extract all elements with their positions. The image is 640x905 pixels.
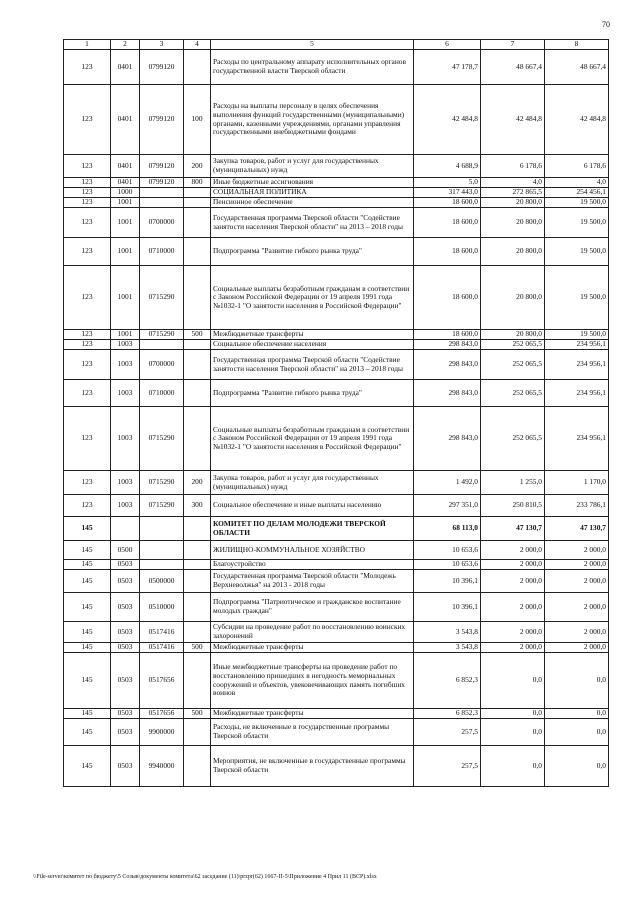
code-cell: 123 xyxy=(64,340,111,350)
code-cell: 0517416 xyxy=(140,622,184,643)
amount-cell: 19 500,0 xyxy=(545,238,609,266)
description-cell: Пенсионное обеспечение xyxy=(211,198,414,208)
table-row xyxy=(64,495,609,517)
code-cell: 1003 xyxy=(111,495,140,517)
code-cell xyxy=(184,622,211,643)
table-row xyxy=(64,340,609,350)
amount-cell: 2 000,0 xyxy=(481,622,545,643)
amount-cell: 2 000,0 xyxy=(545,560,609,570)
code-cell: 123 xyxy=(64,208,111,238)
code-cell xyxy=(140,188,184,198)
code-cell xyxy=(184,340,211,350)
code-cell: 123 xyxy=(64,471,111,495)
amount-cell: 47 178,7 xyxy=(414,50,481,85)
code-cell xyxy=(140,560,184,570)
code-cell xyxy=(184,746,211,787)
code-cell: 0510000 xyxy=(140,593,184,622)
page-number: 70 xyxy=(602,20,610,29)
code-cell: 123 xyxy=(64,330,111,340)
code-cell: 0503 xyxy=(111,653,140,709)
amount-cell: 2 000,0 xyxy=(481,570,545,593)
amount-cell: 47 130,7 xyxy=(545,517,609,541)
code-cell: 145 xyxy=(64,541,111,560)
amount-cell: 0,0 xyxy=(545,719,609,746)
code-cell: 500 xyxy=(184,330,211,340)
code-cell: 0799120 xyxy=(140,85,184,155)
code-cell xyxy=(111,517,140,541)
amount-cell: 4,0 xyxy=(545,178,609,188)
amount-cell: 68 113,0 xyxy=(414,517,481,541)
table-row xyxy=(64,407,609,471)
code-cell: 0503 xyxy=(111,570,140,593)
amount-cell: 2 000,0 xyxy=(481,593,545,622)
amount-cell: 4 688,9 xyxy=(414,155,481,178)
code-cell xyxy=(184,50,211,85)
code-cell xyxy=(184,350,211,380)
amount-cell: 234 956,1 xyxy=(545,340,609,350)
code-cell: 0710000 xyxy=(140,380,184,407)
table-row xyxy=(64,622,609,643)
table-row xyxy=(64,85,609,155)
amount-cell: 1 170,0 xyxy=(545,471,609,495)
code-cell: 200 xyxy=(184,471,211,495)
amount-cell: 0,0 xyxy=(481,719,545,746)
amount-cell: 272 865,5 xyxy=(481,188,545,198)
code-cell: 1001 xyxy=(111,198,140,208)
description-cell: Мероприятия, не включенные в государственные программы Тверской области xyxy=(211,746,414,787)
table-row xyxy=(64,471,609,495)
amount-cell: 18 600,0 xyxy=(414,330,481,340)
code-cell: 145 xyxy=(64,719,111,746)
code-cell: 800 xyxy=(184,178,211,188)
amount-cell: 48 667,4 xyxy=(481,50,545,85)
column-header: 1 xyxy=(64,40,111,50)
code-cell: 0503 xyxy=(111,643,140,653)
amount-cell: 252 065,5 xyxy=(481,407,545,471)
amount-cell: 10 653,6 xyxy=(414,560,481,570)
code-cell: 123 xyxy=(64,380,111,407)
description-cell: Иные бюджетные ассигнования xyxy=(211,178,414,188)
code-cell xyxy=(140,541,184,560)
amount-cell: 298 843,0 xyxy=(414,350,481,380)
amount-cell: 42 484,8 xyxy=(545,85,609,155)
code-cell: 500 xyxy=(184,709,211,719)
description-cell: СОЦИАЛЬНАЯ ПОЛИТИКА xyxy=(211,188,414,198)
table-row xyxy=(64,266,609,330)
table-row xyxy=(64,380,609,407)
code-cell: 145 xyxy=(64,709,111,719)
code-cell xyxy=(184,198,211,208)
amount-cell: 20 800,0 xyxy=(481,238,545,266)
amount-cell: 20 800,0 xyxy=(481,330,545,340)
column-header: 2 xyxy=(111,40,140,50)
code-cell: 123 xyxy=(64,238,111,266)
code-cell: 0700000 xyxy=(140,208,184,238)
amount-cell: 42 484,8 xyxy=(414,85,481,155)
amount-cell: 2 000,0 xyxy=(481,541,545,560)
amount-cell: 2 000,0 xyxy=(545,541,609,560)
table-header-row xyxy=(64,40,609,50)
description-cell: Расходы по центральному аппарату исполнительных органов государственной власти Тверской области xyxy=(211,50,414,85)
table-row xyxy=(64,198,609,208)
amount-cell: 19 500,0 xyxy=(545,266,609,330)
amount-cell: 10 396,1 xyxy=(414,570,481,593)
code-cell: 0715290 xyxy=(140,330,184,340)
amount-cell: 3 543,8 xyxy=(414,643,481,653)
file-path-footer: \\File-server\комитет по бюджету\5 Созыв\документы комитета\62 заседание (11)\przpr(62) 1667-П-5\Приложение 4 Прил 11 (ВСР).xlsx xyxy=(33,874,377,880)
description-cell: Закупка товаров, работ и услуг для государственных (муниципальных) нужд xyxy=(211,155,414,178)
amount-cell: 0,0 xyxy=(481,746,545,787)
code-cell: 0715290 xyxy=(140,407,184,471)
code-cell xyxy=(184,407,211,471)
code-cell: 145 xyxy=(64,517,111,541)
code-cell: 0715290 xyxy=(140,471,184,495)
code-cell xyxy=(184,653,211,709)
code-cell: 1003 xyxy=(111,340,140,350)
table-row xyxy=(64,653,609,709)
amount-cell: 48 667,4 xyxy=(545,50,609,85)
code-cell xyxy=(184,570,211,593)
code-cell: 0503 xyxy=(111,719,140,746)
description-cell: Подпрограмма "Развитие гибкого рынка труда" xyxy=(211,238,414,266)
amount-cell: 2 000,0 xyxy=(545,593,609,622)
code-cell: 0799120 xyxy=(140,178,184,188)
amount-cell: 2 000,0 xyxy=(481,560,545,570)
code-cell: 0500000 xyxy=(140,570,184,593)
code-cell: 0715290 xyxy=(140,266,184,330)
table-row xyxy=(64,643,609,653)
column-header: 3 xyxy=(140,40,184,50)
amount-cell: 42 484,8 xyxy=(481,85,545,155)
amount-cell: 233 786,1 xyxy=(545,495,609,517)
description-cell: Подпрограмма "Развитие гибкого рынка труда" xyxy=(211,380,414,407)
code-cell: 0503 xyxy=(111,746,140,787)
column-header: 7 xyxy=(481,40,545,50)
amount-cell: 2 000,0 xyxy=(545,570,609,593)
description-cell: Межбюджетные трансферты xyxy=(211,709,414,719)
amount-cell: 5,0 xyxy=(414,178,481,188)
amount-cell: 317 443,0 xyxy=(414,188,481,198)
amount-cell: 298 843,0 xyxy=(414,407,481,471)
code-cell: 1003 xyxy=(111,407,140,471)
table-row xyxy=(64,570,609,593)
code-cell: 0503 xyxy=(111,622,140,643)
amount-cell: 252 065,5 xyxy=(481,340,545,350)
code-cell: 0715290 xyxy=(140,495,184,517)
code-cell: 145 xyxy=(64,622,111,643)
code-cell: 123 xyxy=(64,85,111,155)
code-cell: 0503 xyxy=(111,593,140,622)
amount-cell: 0,0 xyxy=(545,653,609,709)
code-cell: 145 xyxy=(64,653,111,709)
amount-cell: 0,0 xyxy=(481,709,545,719)
column-header: 5 xyxy=(211,40,414,50)
code-cell: 1001 xyxy=(111,208,140,238)
description-cell: Подпрограмма "Патриотическое и гражданское воспитание молодых граждан" xyxy=(211,593,414,622)
amount-cell: 47 130,7 xyxy=(481,517,545,541)
amount-cell: 252 065,5 xyxy=(481,380,545,407)
code-cell xyxy=(184,541,211,560)
code-cell: 1000 xyxy=(111,188,140,198)
code-cell: 0799120 xyxy=(140,155,184,178)
description-cell: Расходы, не включенные в государственные программы Тверской области xyxy=(211,719,414,746)
code-cell: 145 xyxy=(64,746,111,787)
code-cell: 145 xyxy=(64,593,111,622)
amount-cell: 18 600,0 xyxy=(414,238,481,266)
code-cell: 0401 xyxy=(111,155,140,178)
table-row xyxy=(64,208,609,238)
table-row xyxy=(64,746,609,787)
table-row xyxy=(64,560,609,570)
code-cell xyxy=(184,238,211,266)
code-cell: 123 xyxy=(64,350,111,380)
code-cell: 1001 xyxy=(111,238,140,266)
table-row xyxy=(64,238,609,266)
amount-cell: 10 653,6 xyxy=(414,541,481,560)
amount-cell: 19 500,0 xyxy=(545,208,609,238)
table-row xyxy=(64,188,609,198)
amount-cell: 0,0 xyxy=(481,653,545,709)
amount-cell: 0,0 xyxy=(545,746,609,787)
column-header: 4 xyxy=(184,40,211,50)
code-cell: 123 xyxy=(64,266,111,330)
code-cell: 123 xyxy=(64,188,111,198)
code-cell: 1001 xyxy=(111,330,140,340)
code-cell: 1001 xyxy=(111,266,140,330)
amount-cell: 0,0 xyxy=(545,709,609,719)
code-cell: 123 xyxy=(64,407,111,471)
table-row xyxy=(64,155,609,178)
code-cell xyxy=(184,517,211,541)
code-cell: 145 xyxy=(64,643,111,653)
code-cell: 1003 xyxy=(111,471,140,495)
code-cell xyxy=(184,208,211,238)
amount-cell: 1 255,0 xyxy=(481,471,545,495)
code-cell: 1003 xyxy=(111,350,140,380)
amount-cell: 2 000,0 xyxy=(545,643,609,653)
code-cell: 300 xyxy=(184,495,211,517)
amount-cell: 234 956,1 xyxy=(545,380,609,407)
code-cell: 0503 xyxy=(111,560,140,570)
amount-cell: 20 800,0 xyxy=(481,208,545,238)
code-cell: 145 xyxy=(64,570,111,593)
amount-cell: 234 956,1 xyxy=(545,350,609,380)
amount-cell: 6 178,6 xyxy=(481,155,545,178)
code-cell: 500 xyxy=(184,643,211,653)
table-row xyxy=(64,178,609,188)
amount-cell: 2 000,0 xyxy=(481,643,545,653)
table-row xyxy=(64,50,609,85)
code-cell: 0401 xyxy=(111,50,140,85)
description-cell: ЖИЛИЩНО-КОММУНАЛЬНОЕ ХОЗЯЙСТВО xyxy=(211,541,414,560)
code-cell xyxy=(184,593,211,622)
amount-cell: 2 000,0 xyxy=(545,622,609,643)
description-cell: Межбюджетные трансферты xyxy=(211,643,414,653)
amount-cell: 20 800,0 xyxy=(481,266,545,330)
table-row xyxy=(64,541,609,560)
budget-table xyxy=(63,39,609,787)
amount-cell: 6 852,3 xyxy=(414,653,481,709)
code-cell: 145 xyxy=(64,560,111,570)
code-cell xyxy=(140,517,184,541)
code-cell: 0401 xyxy=(111,178,140,188)
code-cell xyxy=(184,560,211,570)
code-cell: 0799120 xyxy=(140,50,184,85)
column-header: 8 xyxy=(545,40,609,50)
code-cell: 123 xyxy=(64,198,111,208)
amount-cell: 10 396,1 xyxy=(414,593,481,622)
amount-cell: 1 492,0 xyxy=(414,471,481,495)
description-cell: Государственная программа Тверской области "Молодежь Верхневолжья" на 2013 - 2018 годы xyxy=(211,570,414,593)
code-cell: 0700000 xyxy=(140,350,184,380)
column-header: 6 xyxy=(414,40,481,50)
amount-cell: 6 178,6 xyxy=(545,155,609,178)
code-cell: 0710000 xyxy=(140,238,184,266)
amount-cell: 19 500,0 xyxy=(545,198,609,208)
description-cell: Закупка товаров, работ и услуг для государственных (муниципальных) нужд xyxy=(211,471,414,495)
code-cell: 123 xyxy=(64,495,111,517)
description-cell: Благоустройство xyxy=(211,560,414,570)
table-row xyxy=(64,593,609,622)
amount-cell: 298 843,0 xyxy=(414,380,481,407)
code-cell xyxy=(184,719,211,746)
code-cell: 0503 xyxy=(111,709,140,719)
amount-cell: 4,0 xyxy=(481,178,545,188)
amount-cell: 252 065,5 xyxy=(481,350,545,380)
code-cell: 100 xyxy=(184,85,211,155)
amount-cell: 20 800,0 xyxy=(481,198,545,208)
table-row xyxy=(64,350,609,380)
table-row xyxy=(64,330,609,340)
amount-cell: 250 810,5 xyxy=(481,495,545,517)
amount-cell: 6 852,3 xyxy=(414,709,481,719)
amount-cell: 19 500,0 xyxy=(545,330,609,340)
description-cell: Социальные выплаты безработным гражданам в соответствии с Законом Российской Федерации от 19 апреля 1991 года №1032-1 "О занятости населения в Российской Федерации" xyxy=(211,266,414,330)
code-cell: 0500 xyxy=(111,541,140,560)
amount-cell: 234 956,1 xyxy=(545,407,609,471)
description-cell: Субсидии на проведение работ по восстановлению воинских захоронений xyxy=(211,622,414,643)
description-cell: Иные межбюджетные трансферты на проведение работ по восстановлению пришедших в негодность мемориальных сооружений и объектов, увековечивающих память погибших воинов xyxy=(211,653,414,709)
description-cell: Государственная программа Тверской области "Содействие занятости населения Тверской области" на 2013 – 2018 годы xyxy=(211,208,414,238)
table-row xyxy=(64,709,609,719)
code-cell: 0517416 xyxy=(140,643,184,653)
code-cell: 0401 xyxy=(111,85,140,155)
code-cell xyxy=(140,198,184,208)
table-row xyxy=(64,719,609,746)
code-cell xyxy=(184,188,211,198)
code-cell: 9940000 xyxy=(140,746,184,787)
description-cell: Государственная программа Тверской области "Содействие занятости населения Тверской области" на 2013 – 2018 годы xyxy=(211,350,414,380)
amount-cell: 18 600,0 xyxy=(414,266,481,330)
code-cell: 123 xyxy=(64,50,111,85)
amount-cell: 298 843,0 xyxy=(414,340,481,350)
amount-cell: 257,5 xyxy=(414,746,481,787)
amount-cell: 254 456,1 xyxy=(545,188,609,198)
code-cell: 123 xyxy=(64,178,111,188)
code-cell: 0517656 xyxy=(140,653,184,709)
amount-cell: 257,5 xyxy=(414,719,481,746)
description-cell: Социальное обеспечение населения xyxy=(211,340,414,350)
amount-cell: 18 600,0 xyxy=(414,198,481,208)
description-cell: Социальные выплаты безработным гражданам в соответствии с Законом Российской Федерации от 19 апреля 1991 года №1032-1 "О занятости населения в Российской Федерации" xyxy=(211,407,414,471)
code-cell: 123 xyxy=(64,155,111,178)
code-cell: 9900000 xyxy=(140,719,184,746)
amount-cell: 18 600,0 xyxy=(414,208,481,238)
code-cell: 0517656 xyxy=(140,709,184,719)
code-cell xyxy=(140,340,184,350)
table-row xyxy=(64,517,609,541)
code-cell: 200 xyxy=(184,155,211,178)
description-cell: КОМИТЕТ ПО ДЕЛАМ МОЛОДЕЖИ ТВЕРСКОЙ ОБЛАСТИ xyxy=(211,517,414,541)
amount-cell: 297 351,0 xyxy=(414,495,481,517)
description-cell: Расходы на выплаты персоналу в целях обеспечения выполнения функций государственными (муниципальными) органами, казенными учреждениями, органами управления государственными внебюджетными фондами xyxy=(211,85,414,155)
code-cell: 1003 xyxy=(111,380,140,407)
code-cell xyxy=(184,380,211,407)
amount-cell: 3 543,8 xyxy=(414,622,481,643)
code-cell xyxy=(184,266,211,330)
description-cell: Социальное обеспечение и иные выплаты населению xyxy=(211,495,414,517)
description-cell: Межбюджетные трансферты xyxy=(211,330,414,340)
